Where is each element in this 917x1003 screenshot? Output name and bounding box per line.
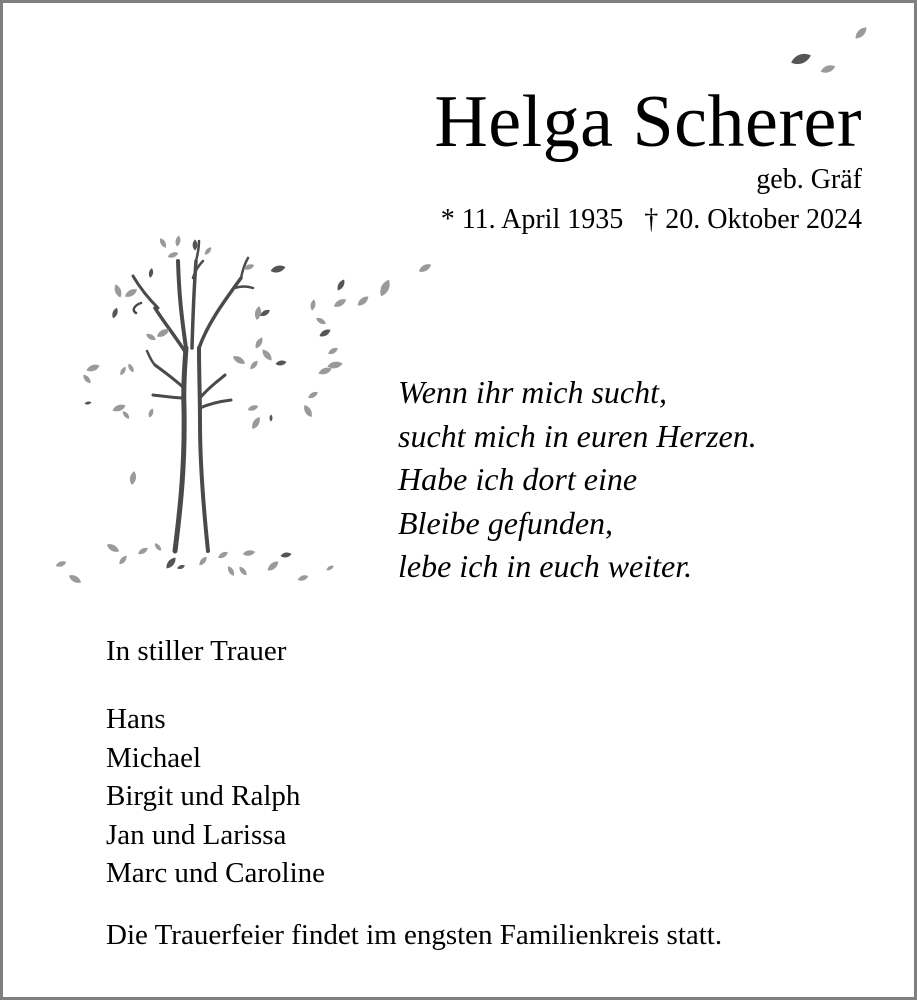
mourners-list: [106, 700, 325, 893]
poem-line: lebe ich in euch weiter.: [398, 548, 693, 584]
mourner-name: Marc und Caroline: [106, 857, 326, 889]
mourner-name: Michael: [106, 741, 202, 774]
funeral-note: Die Trauerfeier findet im engsten Familienkreis statt.: [106, 919, 723, 951]
poem-line: Habe ich dort eine: [398, 461, 638, 497]
deceased-name: Helga Scherer: [434, 81, 862, 163]
poem-line: Bleibe gefunden,: [398, 504, 614, 541]
mourner-name: Hans: [106, 703, 166, 735]
maiden-name: geb. Gräf: [756, 164, 862, 195]
mourner-name: Birgit und Ralph: [106, 780, 301, 812]
memorial-poem: [398, 371, 757, 589]
mourning-heading: In stiller Trauer: [106, 635, 287, 667]
mourner-name: Jan und Larissa: [106, 818, 287, 851]
poem-line: sucht mich in euren Herzen.: [398, 417, 757, 454]
life-dates: * 11. April 1935 † 20. Oktober 2024: [440, 204, 862, 235]
poem-line: Wenn ihr mich sucht,: [398, 374, 668, 410]
